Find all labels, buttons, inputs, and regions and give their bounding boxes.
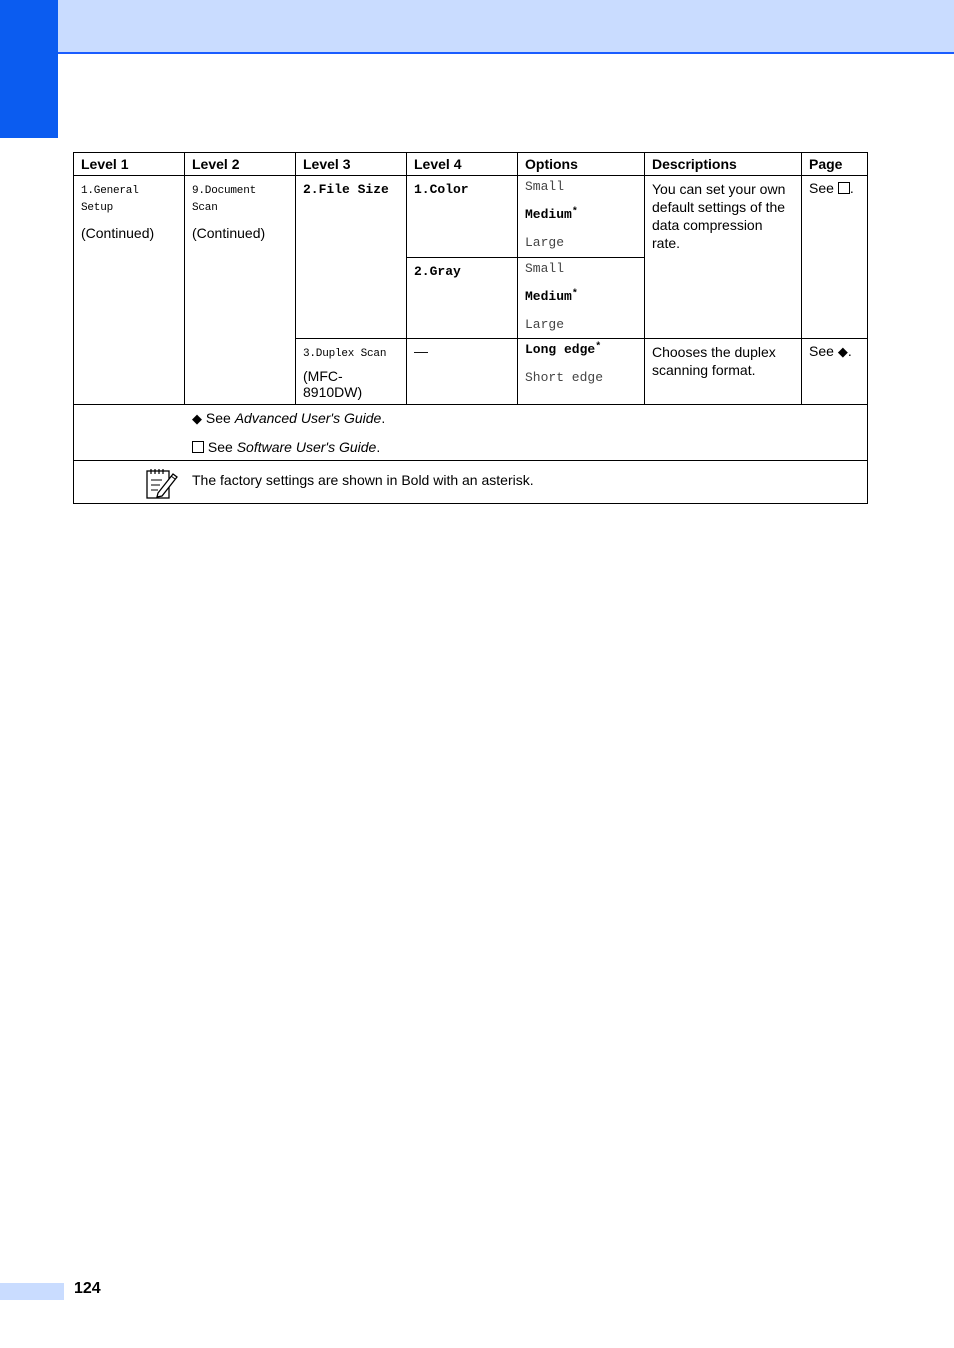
page-number: 124 [74,1280,101,1297]
duplex-model: (MFC-8910DW) [303,368,363,400]
option-short-edge: Short edge [525,370,604,385]
level3-file-size-cell [296,176,407,339]
factory-settings-note: The factory settings are shown in Bold with an asterisk. [192,472,534,488]
option-large: Large [525,317,565,332]
header-level3: Level 3 [296,153,407,176]
duplex-page-see: See [809,343,834,359]
header-options: Options [518,153,645,176]
software-guide-square-icon [838,182,850,194]
header-band [58,0,954,54]
square-icon [192,441,204,453]
factory-note-row [74,461,868,504]
file-size-page-see: See [809,180,834,196]
option-medium-default: Medium* [525,289,578,304]
menu-settings-table [73,152,868,504]
level4-color-cell [407,176,518,258]
legend-cell [74,405,868,461]
level3-duplex-cell [296,339,407,405]
advanced-guide-diamond-icon: ◆ [837,344,848,359]
level1-continued: (Continued) [81,225,155,241]
duplex-page-cell: See ◆. [802,339,868,405]
diamond-icon: ◆ [192,411,202,426]
duplex-options-cell [518,339,645,405]
option-medium-default: Medium* [525,207,578,222]
advanced-guide-title: Advanced User's Guide [234,410,382,426]
option-small: Small [525,179,565,194]
level4-duplex-cell: — [407,339,518,405]
level3-file-size: 2.File Size [303,182,389,197]
header-page: Page [802,153,868,176]
header-level1: Level 1 [74,153,185,176]
color-options-cell [518,176,645,258]
file-size-page-cell: See . [802,176,868,339]
header-descriptions: Descriptions [645,153,802,176]
level4-gray: 2.Gray [414,264,461,279]
gray-options-cell [518,258,645,339]
level3-duplex-scan: 3.Duplex Scan [303,348,387,360]
chapter-tab [0,0,58,138]
header-level4: Level 4 [407,153,518,176]
header-level2: Level 2 [185,153,296,176]
software-guide-note: See Software User's Guide. [192,438,860,456]
note-pencil-icon [144,467,178,501]
option-long-edge-default: Long edge* [525,342,602,357]
option-large: Large [525,235,565,250]
level4-gray-cell [407,258,518,339]
legend-row [74,405,868,461]
option-small: Small [525,261,565,276]
level2-name: 9.Document Scan [192,185,257,214]
level2-cell [185,176,296,405]
software-guide-title: Software User's Guide [236,439,377,455]
advanced-guide-note: ◆ See Advanced User's Guide. [192,410,386,426]
level1-cell [74,176,185,405]
duplex-description: Chooses the duplex scanning format. [645,339,802,405]
level1-name: 1.General Setup [81,185,139,214]
table-header-row [74,153,868,176]
table-row [74,176,868,258]
level2-continued: (Continued) [192,225,266,241]
footer-band [0,1283,64,1300]
file-size-description: You can set your own default settings of the data compression rate. [645,176,802,339]
factory-note-cell [74,461,868,504]
level4-color: 1.Color [414,182,469,197]
